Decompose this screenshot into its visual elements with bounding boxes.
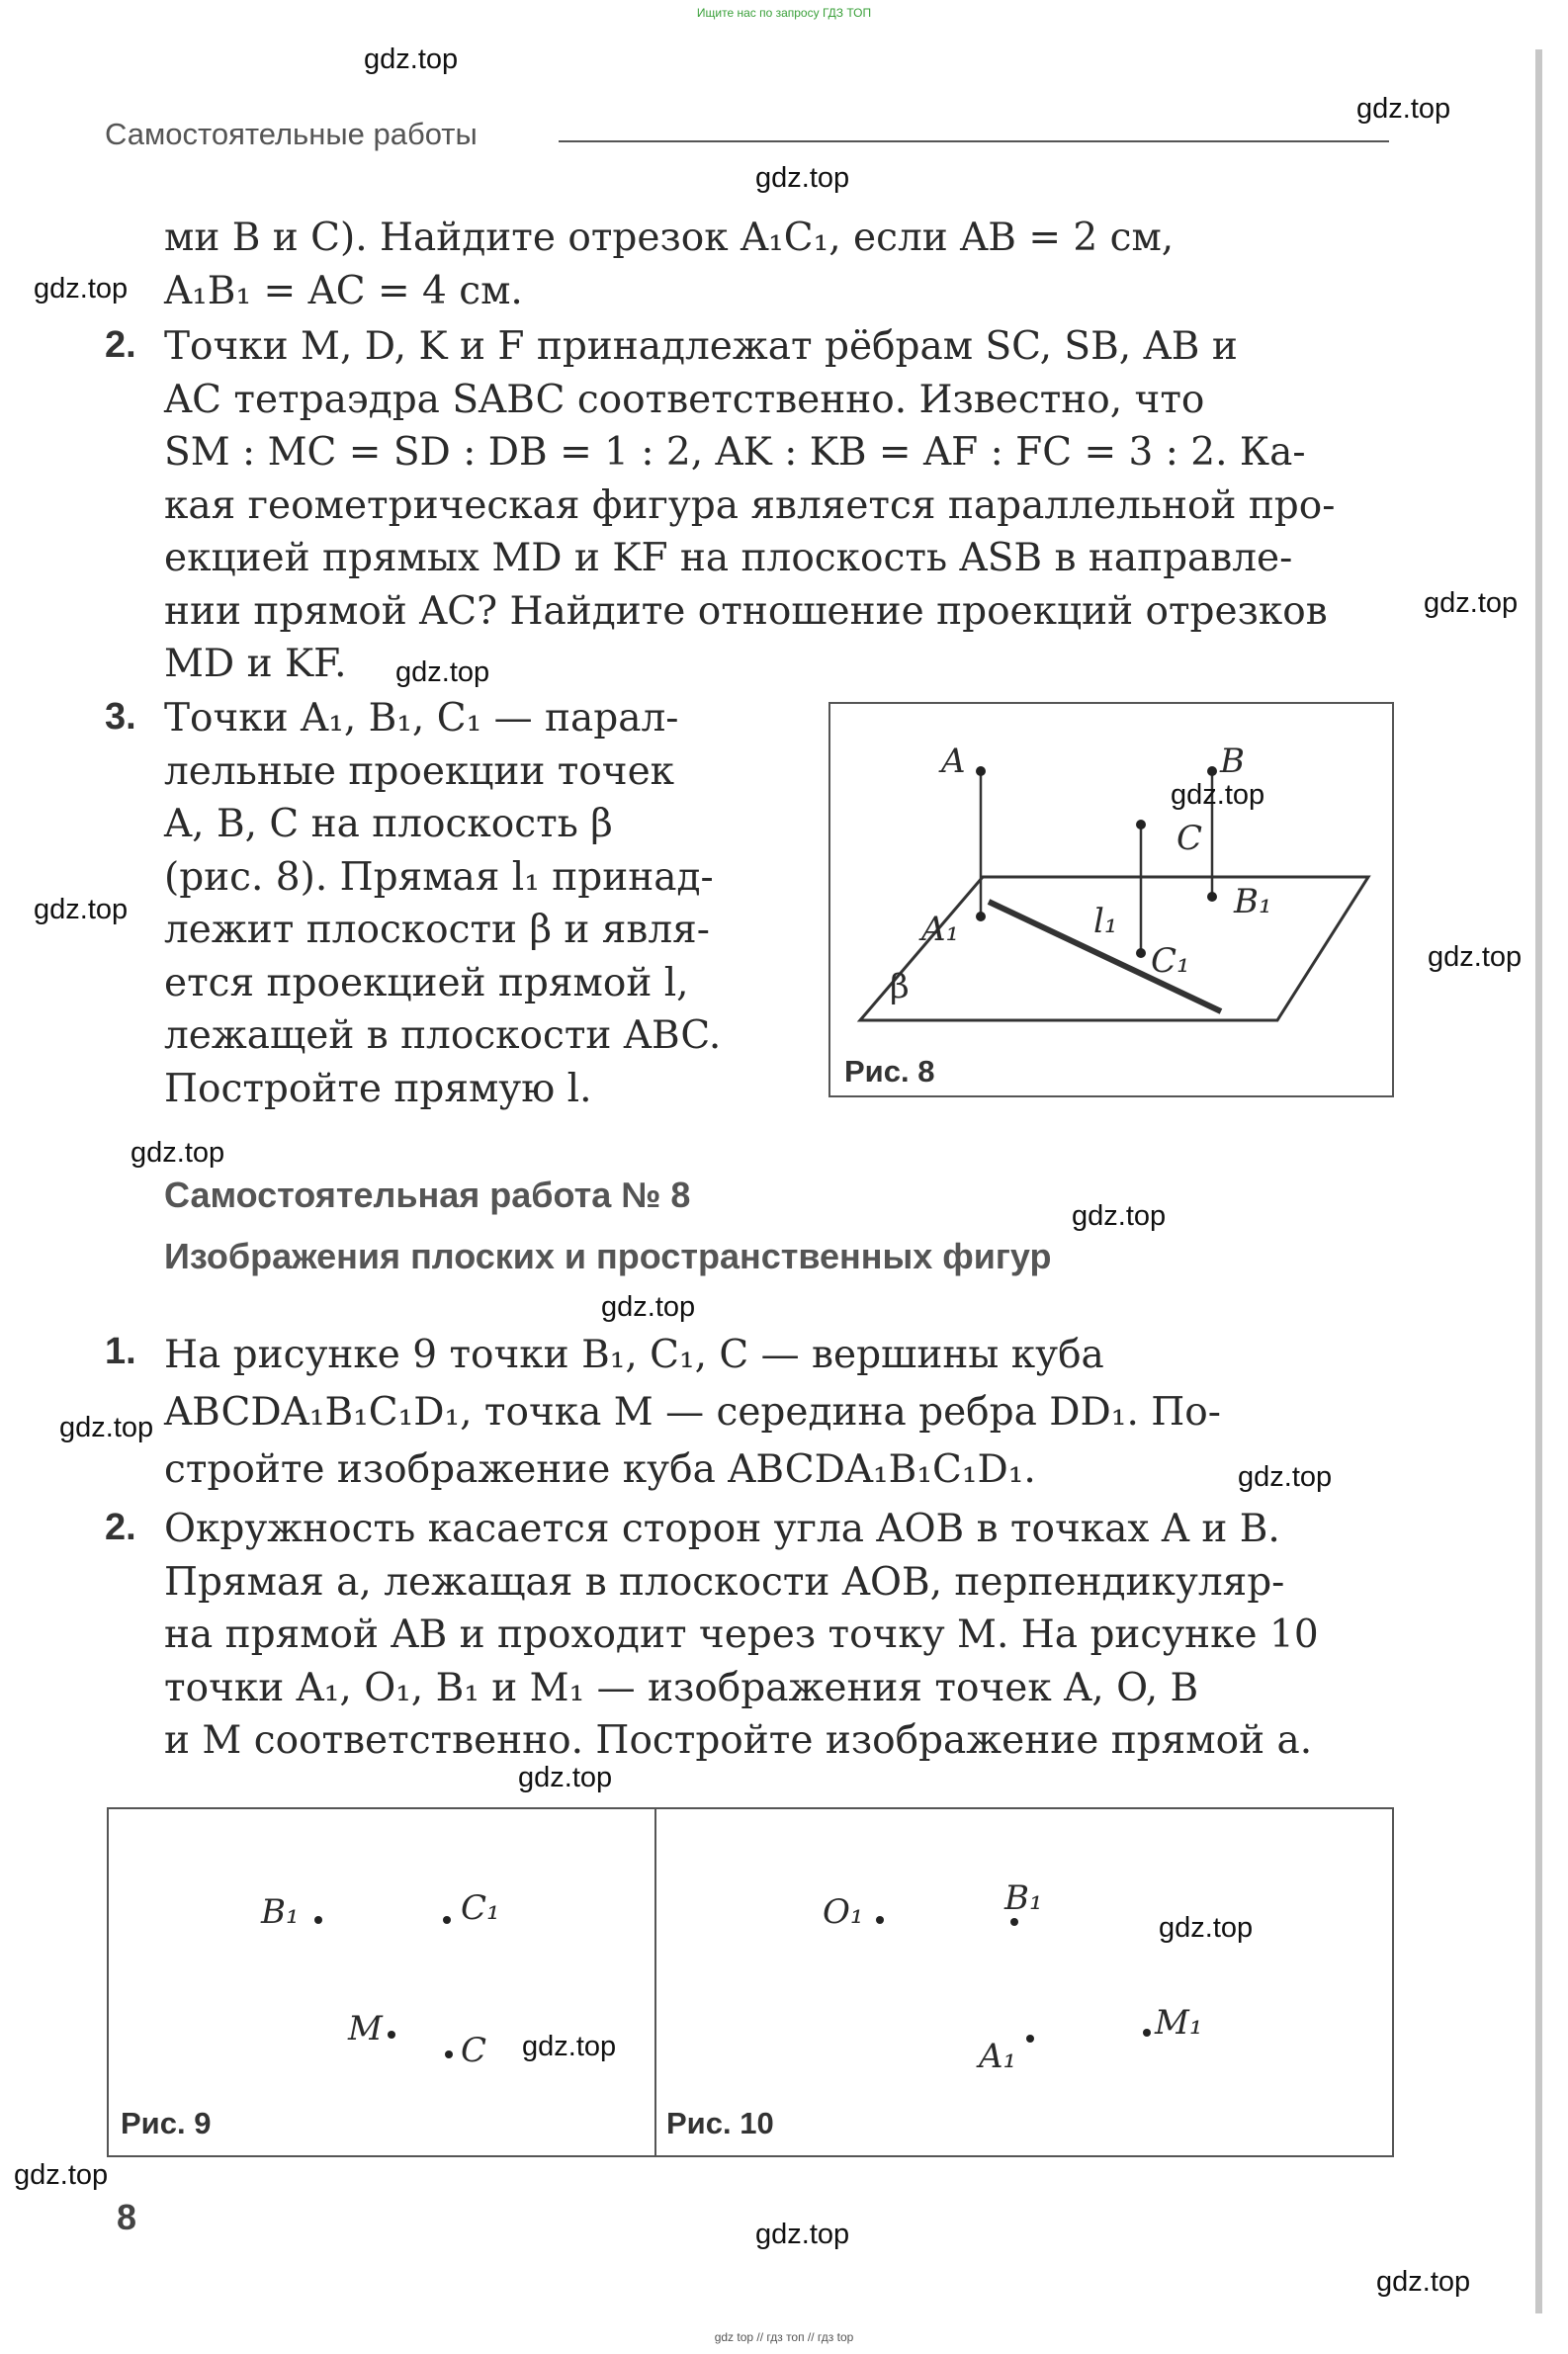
header-rule [559, 140, 1389, 142]
label-b1: B₁ [1234, 882, 1272, 921]
fig9-label-c1: C₁ [461, 1888, 500, 1928]
page-edge-shadow [1535, 49, 1542, 2313]
watermark: gdz.top [755, 2219, 850, 2250]
fig10-label-m1: M₁ [1155, 2003, 1203, 2043]
point-a [976, 766, 986, 776]
figure-8-drawing [830, 704, 1392, 1095]
figure-10-caption: Рис. 10 [666, 2106, 774, 2140]
point-c [1136, 820, 1146, 829]
watermark: gdz.top [522, 2031, 617, 2062]
watermark: gdz.top [1424, 587, 1519, 619]
fig9-point-c1 [443, 1916, 451, 1924]
watermark: gdz.top [755, 162, 850, 194]
text-line: (рис. 8). Прямая l₁ принад- [164, 854, 714, 900]
figure-9-caption: Рис. 9 [121, 2106, 212, 2140]
continuation-text [164, 212, 1390, 317]
fig10-label-a1: A₁ [979, 2037, 1017, 2076]
running-head: Самостоятельные работы [105, 117, 478, 151]
figure-divider [654, 1809, 656, 2155]
s8-task2-text [164, 1503, 1390, 1768]
label-c1: C₁ [1151, 941, 1190, 981]
watermark: gdz.top [1428, 941, 1523, 973]
task-number: 2. [105, 1507, 136, 1548]
text-line: Окружность касается сторон угла AOB в точках A и B. [164, 1507, 1280, 1551]
text-line: A, B, C на плоскость β [164, 802, 613, 846]
text-line: лежит плоскости β и явля- [164, 908, 710, 952]
label-c: C [1176, 819, 1203, 858]
section-subtitle: Изображения плоских и пространственных фигур [164, 1236, 1052, 1276]
label-a: A [941, 741, 966, 781]
watermark: gdz.top [364, 44, 459, 75]
watermark: gdz.top [14, 2159, 109, 2191]
text-line: Постройте прямую l. [164, 1066, 592, 1111]
fig10-point-a1 [1026, 2035, 1034, 2043]
section-title: Самостоятельная работа № 8 [164, 1175, 691, 1215]
fig9-label-m: M [348, 2009, 383, 2049]
point-b [1207, 766, 1217, 776]
point-a1 [976, 912, 986, 921]
watermark: gdz.top [601, 1291, 696, 1323]
text-line: стройте изображение куба ABCDA₁B₁C₁D₁. [164, 1447, 1036, 1492]
text-line: Точки A₁, B₁, C₁ — парал- [164, 696, 679, 741]
label-beta: β [890, 967, 910, 1006]
text-line: кая геометрическая фигура является параллельной про- [164, 482, 1336, 528]
watermark: gdz.top [1072, 1200, 1167, 1232]
fig9-point-c [445, 2050, 453, 2058]
text-line: точки A₁, O₁, B₁ и M₁ — изображения точек A, O, B [164, 1665, 1199, 1710]
task2-text [164, 320, 1390, 691]
label-b: B [1220, 741, 1245, 781]
watermark: gdz.top [34, 894, 129, 925]
label-a1: A₁ [921, 910, 960, 949]
s8-task1-text [164, 1327, 1390, 1499]
text-line: ется проекцией прямой l, [164, 960, 689, 1005]
task3-text [164, 692, 771, 1115]
watermark: gdz.top [131, 1137, 225, 1169]
fig9-label-c: C [461, 2031, 487, 2070]
bottom-banner: gdz top // гдз топ // гдз top [714, 2330, 854, 2344]
text-line: На рисунке 9 точки B₁, C₁, C — вершины куба [164, 1333, 1104, 1377]
fig10-label-o1: O₁ [823, 1892, 864, 1932]
fig9-label-b1: B₁ [261, 1892, 300, 1932]
watermark: gdz.top [1238, 1461, 1333, 1493]
label-l1: l₁ [1093, 902, 1118, 941]
text-line: AC тетраэдра SABC соответственно. Известно, что [164, 377, 1205, 422]
text-line: Прямая a, лежащая в плоскости AOB, перпендикуляр- [164, 1559, 1285, 1605]
text-line: A₁B₁ = AC = 4 см. [164, 268, 523, 313]
text-line: и M соответственно. Постройте изображение прямой a. [164, 1718, 1313, 1763]
page-number: 8 [117, 2197, 137, 2237]
watermark: gdz.top [518, 1762, 613, 1793]
watermark: gdz.top [1171, 779, 1265, 811]
text-line: ми B и C). Найдите отрезок A₁C₁, если AB = 2 см, [164, 216, 1175, 260]
watermark: gdz.top [34, 273, 129, 305]
task-number: 1. [105, 1331, 136, 1372]
figure-8 [828, 702, 1394, 1097]
text-line: ABCDA₁B₁C₁D₁, точка M — середина ребра DD₁. По- [164, 1390, 1221, 1435]
task-number: 2. [105, 324, 136, 366]
figures-9-10-frame [107, 1807, 1394, 2157]
task-number: 3. [105, 696, 136, 738]
top-banner: Ищите нас по запросу ГДЗ ТОП [696, 6, 872, 20]
text-line: на прямой AB и проходит через точку M. На рисунке 10 [164, 1613, 1319, 1657]
watermark: gdz.top [395, 656, 490, 688]
text-line: нии прямой AC? Найдите отношение проекций отрезков [164, 588, 1328, 634]
watermark: gdz.top [1356, 93, 1451, 125]
text-line: лельные проекции точек [164, 748, 675, 794]
figure-8-caption: Рис. 8 [844, 1054, 935, 1089]
watermark: gdz.top [1376, 2266, 1471, 2298]
fig9-point-m [388, 2031, 395, 2039]
point-c1 [1136, 948, 1146, 958]
text-line: SM : MC = SD : DB = 1 : 2, AK : KB = AF : FC = 3 : 2. Ка- [164, 430, 1306, 475]
watermark: gdz.top [1159, 1912, 1254, 1944]
watermark: gdz.top [59, 1412, 154, 1443]
text-line: екцией прямых MD и KF на плоскость ASB в направле- [164, 536, 1293, 580]
fig9-point-b1 [314, 1916, 322, 1924]
fig10-point-o1 [876, 1916, 884, 1924]
text-line: Точки M, D, K и F принадлежат рёбрам SC, SB, AB и [164, 324, 1238, 369]
point-b1 [1207, 892, 1217, 902]
text-line: MD и KF. [164, 642, 347, 686]
fig10-label-b1: B₁ [1004, 1878, 1043, 1918]
text-line: лежащей в плоскости ABC. [164, 1013, 722, 1058]
fig10-point-m1 [1143, 2029, 1151, 2037]
fig10-point-b1 [1010, 1918, 1018, 1926]
